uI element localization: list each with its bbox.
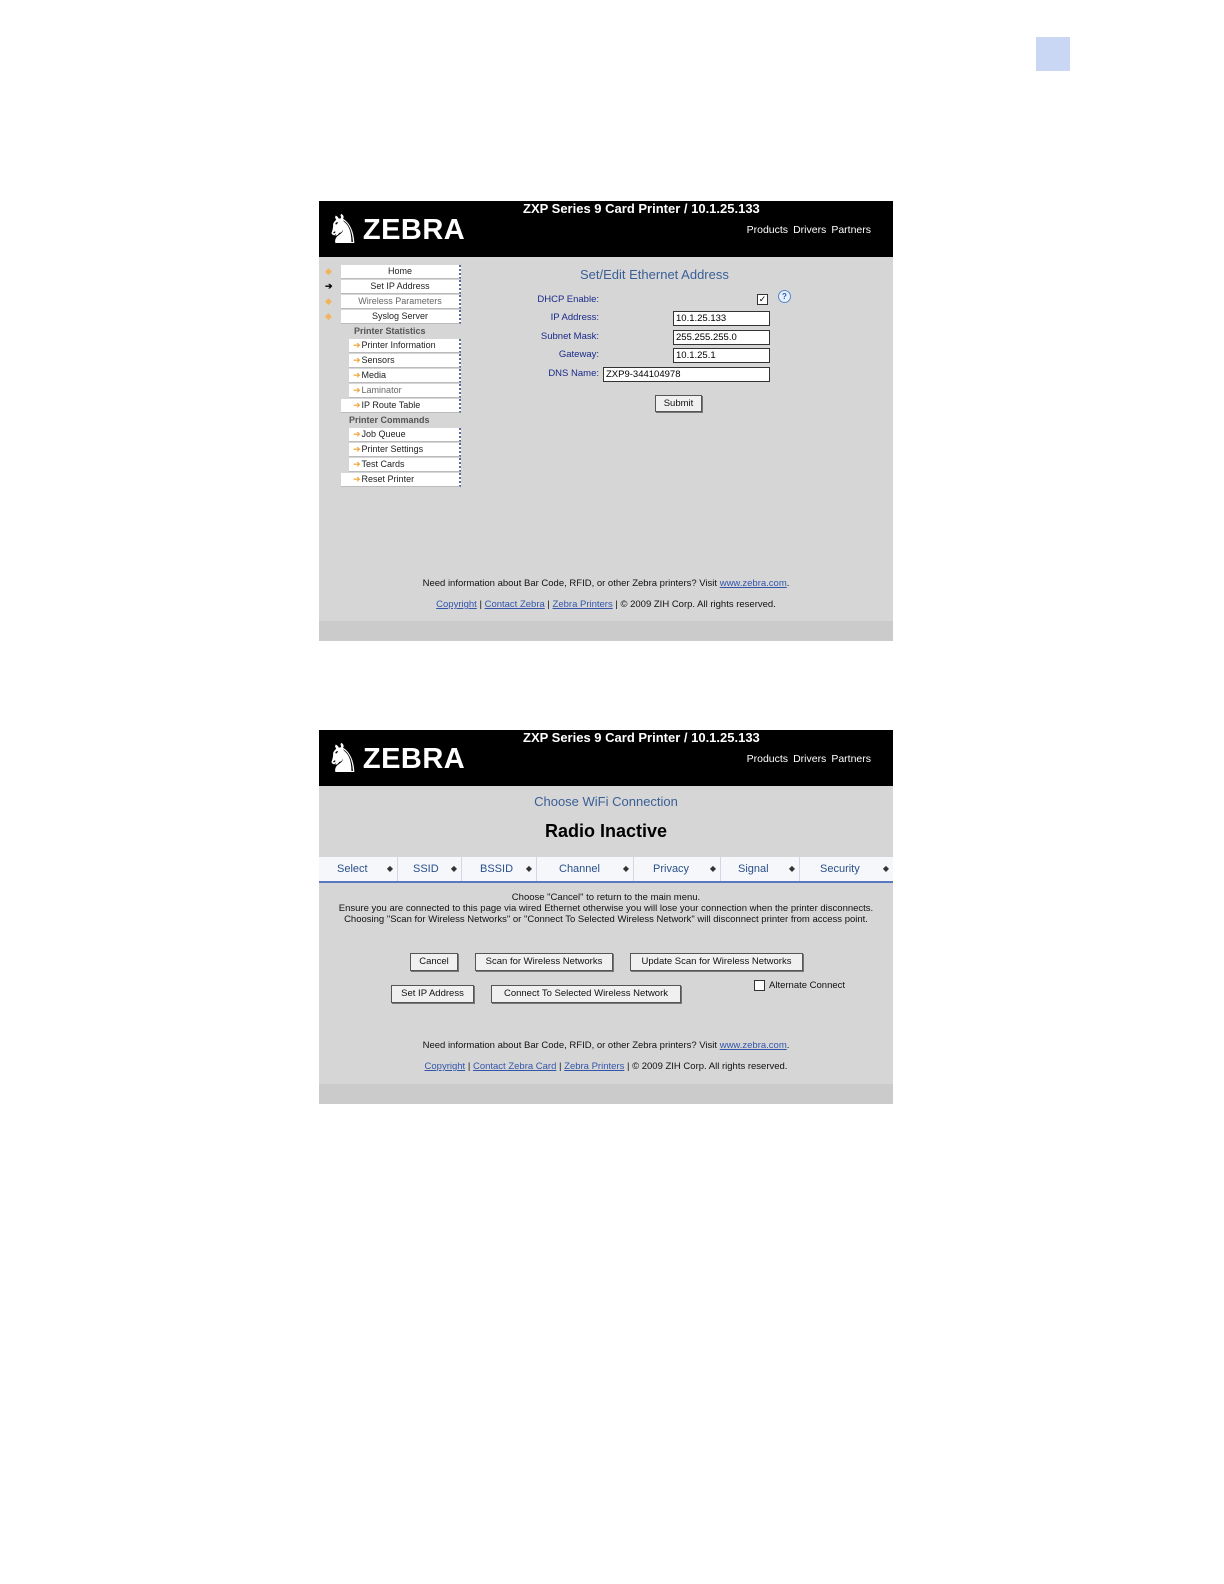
column-select[interactable] <box>319 857 398 881</box>
dns-name-input[interactable]: ZXP9-344104978 <box>603 367 770 382</box>
sidebar-item-home[interactable]: Home <box>341 265 461 279</box>
header-nav <box>747 224 871 236</box>
zebra-printers-link[interactable]: Zebra Printers <box>552 599 613 610</box>
nav-drivers[interactable]: Drivers <box>793 753 827 765</box>
column-label: Security <box>820 863 860 875</box>
column-privacy[interactable] <box>634 857 721 881</box>
sidebar-item-laminator[interactable] <box>349 384 461 398</box>
arrow-icon: ➔ <box>353 340 361 350</box>
sidebar-item-wireless-parameters[interactable]: Wireless Parameters <box>341 295 461 309</box>
sidebar-item-label: Job Queue <box>361 429 406 439</box>
contact-link[interactable]: Contact Zebra <box>484 599 545 610</box>
zebra-logo[interactable] <box>325 736 465 782</box>
bullet-icon: ◆ <box>325 266 332 276</box>
footer-info-end: . <box>786 1040 790 1051</box>
bullet-icon: ◆ <box>325 296 332 306</box>
ip-address-label: IP Address: <box>550 312 599 323</box>
bullet-icon: ◆ <box>325 311 332 321</box>
sidebar-item-job-queue[interactable] <box>349 428 461 442</box>
update-scan-button[interactable]: Update Scan for Wireless Networks <box>630 953 803 971</box>
arrow-icon: ➔ <box>353 429 361 439</box>
dhcp-label: DHCP Enable: <box>537 294 599 305</box>
footer-links: Copyright | Contact Zebra | Zebra Printers | © 2009 ZIH Corp. All rights reserved. <box>436 599 776 610</box>
column-label: Select <box>337 863 368 875</box>
column-label: SSID <box>413 863 439 875</box>
ip-address-input[interactable]: 10.1.25.133 <box>673 311 770 326</box>
arrow-icon: ➔ <box>353 400 361 410</box>
footer-info <box>319 1040 893 1051</box>
page-tab-marker <box>1036 37 1070 71</box>
sidebar-item-set-ip-address[interactable]: Set IP Address <box>341 280 461 294</box>
sidebar-item-label: IP Route Table <box>361 400 421 410</box>
sort-icon: ◆ <box>386 864 393 873</box>
submit-button[interactable]: Submit <box>655 395 702 412</box>
notice-line-1: Choose "Cancel" to return to the main menu. <box>511 892 701 903</box>
header-nav <box>747 753 871 765</box>
sidebar-item-label: Printer Information <box>361 340 436 350</box>
sort-icon: ◆ <box>882 864 889 873</box>
footer-info-end: . <box>786 578 790 589</box>
arrow-icon: ➔ <box>353 385 361 395</box>
sidebar-item-label: Laminator <box>361 385 402 395</box>
page-title: ZXP Series 9 Card Printer / 10.1.25.133 <box>523 201 760 216</box>
sidebar-item-label: Media <box>361 370 387 380</box>
nav-products[interactable]: Products <box>746 753 789 765</box>
help-icon[interactable]: ? <box>778 290 791 303</box>
column-bssid[interactable] <box>462 857 537 881</box>
footer-info-text: Need information about Bar Code, RFID, or other Zebra printers? Visit <box>422 578 718 589</box>
arrow-icon: ➔ <box>353 355 361 365</box>
network-table-header <box>319 857 893 883</box>
gateway-input[interactable]: 10.1.25.1 <box>673 348 770 363</box>
sidebar-item-ip-route-table[interactable] <box>341 399 461 413</box>
status-bar <box>319 1084 893 1104</box>
sort-icon: ◆ <box>709 864 716 873</box>
copyright-link[interactable]: Copyright <box>436 599 477 610</box>
ethernet-address-screen <box>319 201 893 641</box>
column-label: Privacy <box>653 863 690 875</box>
wifi-connection-screen <box>319 730 893 1104</box>
zebra-head-icon: ♞ <box>325 736 361 782</box>
zebra-website-link[interactable]: www.zebra.com <box>719 1040 787 1051</box>
subnet-mask-label: Subnet Mask: <box>540 331 599 342</box>
wifi-title: Choose WiFi Connection <box>534 794 678 809</box>
contact-link[interactable]: Contact Zebra Card <box>472 1061 557 1072</box>
logo-text: ZEBRA <box>362 213 466 246</box>
gateway-label: Gateway: <box>558 349 599 360</box>
page-title: ZXP Series 9 Card Printer / 10.1.25.133 <box>523 730 760 745</box>
nav-drivers[interactable]: Drivers <box>793 224 827 236</box>
form-title: Set/Edit Ethernet Address <box>580 267 729 282</box>
column-signal[interactable] <box>721 857 800 881</box>
sort-icon: ◆ <box>525 864 532 873</box>
column-label: Channel <box>559 863 600 875</box>
subnet-mask-input[interactable]: 255.255.255.0 <box>673 330 770 345</box>
scan-networks-button[interactable]: Scan for Wireless Networks <box>475 953 613 971</box>
column-security[interactable] <box>800 857 893 881</box>
nav-partners[interactable]: Partners <box>831 753 871 765</box>
sidebar-item-test-cards[interactable] <box>349 458 461 472</box>
notice-line-2: Ensure you are connected to this page via wired Ethernet otherwise you will lose your connection when the printer disconnects. <box>338 903 874 914</box>
column-channel[interactable] <box>537 857 634 881</box>
copyright-link[interactable]: Copyright <box>424 1061 466 1072</box>
sort-icon: ◆ <box>788 864 795 873</box>
column-label: Signal <box>738 863 769 875</box>
arrow-right-icon: ➔ <box>325 281 333 291</box>
footer-info <box>319 578 893 589</box>
sidebar-heading-printer-statistics: Printer Statistics <box>354 326 426 336</box>
column-label: BSSID <box>480 863 514 875</box>
arrow-icon: ➔ <box>353 474 361 484</box>
connect-network-button[interactable]: Connect To Selected Wireless Network <box>491 985 681 1003</box>
cancel-button[interactable]: Cancel <box>410 953 458 971</box>
zebra-head-icon: ♞ <box>325 207 361 253</box>
header-bar <box>319 730 893 786</box>
copyright-text: © 2009 ZIH Corp. All rights reserved. <box>620 599 776 610</box>
radio-status: Radio Inactive <box>544 821 668 841</box>
footer-links: Copyright | Contact Zebra Card | Zebra Printers | © 2009 ZIH Corp. All rights reserved. <box>424 1061 788 1072</box>
sidebar-heading-printer-commands: Printer Commands <box>349 415 430 425</box>
column-ssid[interactable] <box>398 857 462 881</box>
sort-icon: ◆ <box>622 864 629 873</box>
sidebar-item-label: Sensors <box>361 355 395 365</box>
arrow-icon: ➔ <box>353 459 361 469</box>
header-bar <box>319 201 893 257</box>
arrow-icon: ➔ <box>353 444 361 454</box>
status-bar <box>319 621 893 641</box>
notice-line-3: Choosing "Scan for Wireless Networks" or "Connect To Selected Wireless Network" will disconnect printer from access point. <box>344 914 868 925</box>
dhcp-checkbox[interactable]: ✓ <box>758 294 767 304</box>
zebra-printers-link[interactable]: Zebra Printers <box>564 1061 625 1072</box>
zebra-logo[interactable] <box>325 207 465 253</box>
set-ip-address-button[interactable]: Set IP Address <box>391 985 474 1003</box>
dns-name-label: DNS Name: <box>548 368 599 379</box>
zebra-website-link[interactable]: www.zebra.com <box>719 578 787 589</box>
logo-text: ZEBRA <box>362 742 466 775</box>
footer-info-text: Need information about Bar Code, RFID, or other Zebra printers? Visit <box>422 1040 718 1051</box>
sidebar-item-reset-printer[interactable] <box>341 473 461 487</box>
sort-icon: ◆ <box>450 864 457 873</box>
sidebar-item-syslog-server[interactable]: Syslog Server <box>341 310 461 324</box>
alternate-connect-label: Alternate Connect <box>769 980 846 991</box>
nav-partners[interactable]: Partners <box>831 224 871 236</box>
copyright-text: © 2009 ZIH Corp. All rights reserved. <box>632 1061 788 1072</box>
sidebar-item-printer-settings[interactable] <box>349 443 461 457</box>
alternate-connect-checkbox[interactable] <box>754 980 765 991</box>
sidebar-item-label: Test Cards <box>361 459 405 469</box>
sidebar-item-label: Reset Printer <box>361 474 415 484</box>
nav-products[interactable]: Products <box>746 224 789 236</box>
sidebar-item-label: Printer Settings <box>361 444 424 454</box>
arrow-icon: ➔ <box>353 370 361 380</box>
